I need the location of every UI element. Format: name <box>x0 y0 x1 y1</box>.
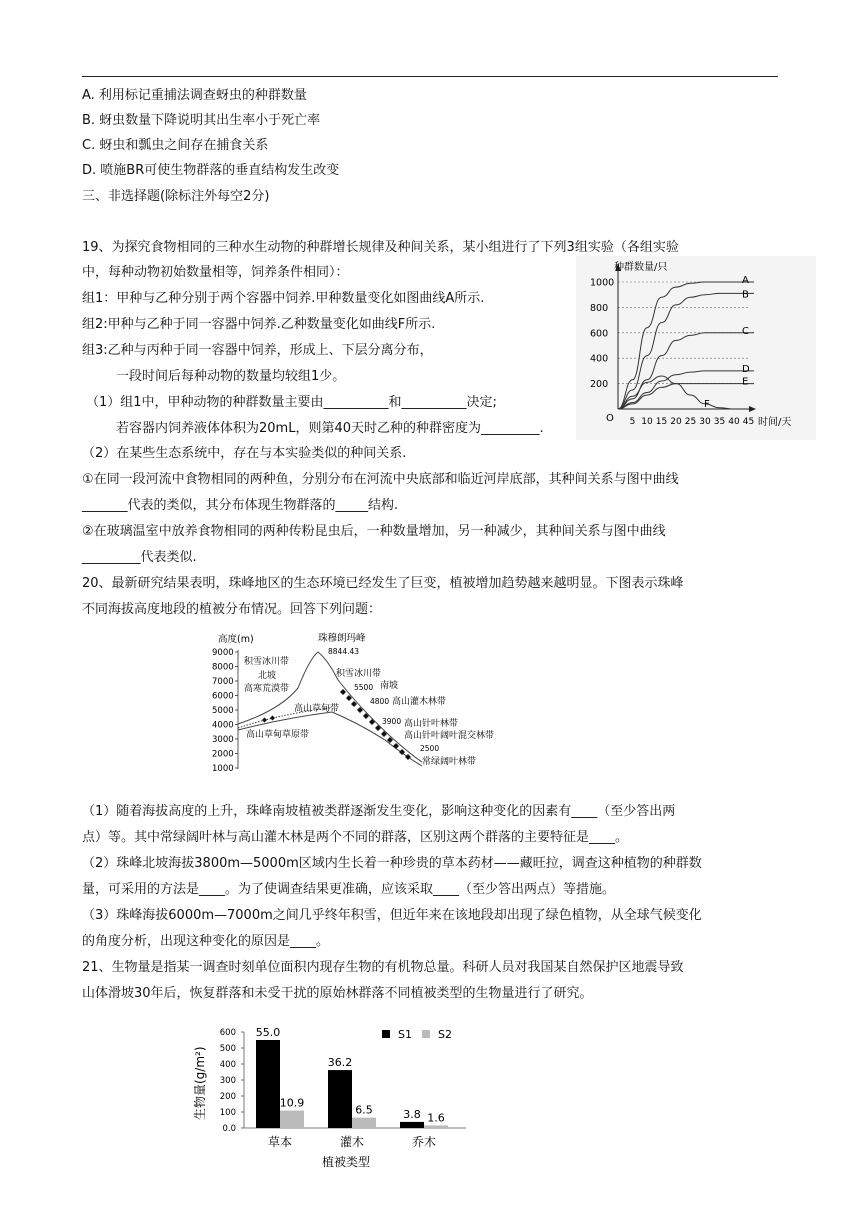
option-c: C. 蚜虫和瓢虫之间存在捕食关系 <box>82 138 269 153</box>
d-south-mixed: 高山针叶阔叶混交林带 <box>404 731 495 741</box>
d-north-snow: 积雪冰川带 <box>244 657 290 667</box>
d-south-broad: 常绿阔叶林带 <box>422 757 477 767</box>
d-ytick-label: 1000 <box>212 764 234 774</box>
c1-curve-label: B <box>742 289 749 301</box>
d-ylabel: 高度(m) <box>218 634 254 645</box>
c2-ytick-label: 200 <box>219 1092 236 1102</box>
c2-category-label: 草本 <box>267 1135 293 1149</box>
population-line-chart <box>576 256 816 440</box>
q20-part-2a: （2）珠峰北坡海拔3800m—5000m区域内生长着一种珍贵的草本药材——藏旺拉，调查这种植物的种群数 <box>82 856 702 871</box>
legend-s2-label: S2 <box>438 1028 452 1041</box>
c1-xlabel: 时间/天 <box>758 417 792 428</box>
q19-group-3: 组3:乙种与丙种于同一容器中饲养，形成上、下层分离分布， <box>82 343 433 358</box>
c1-xtick-label: 35 <box>713 417 726 427</box>
c1-xtick-label: 40 <box>728 417 740 427</box>
c2-ytick-label: 0.0 <box>222 1124 236 1134</box>
q19-group-1: 组1：甲种与乙种分别于两个容器中饲养.甲种数量变化如图曲线A所示. <box>82 291 485 306</box>
q19-part-2a-1: ①在同一段河流中食物相同的两种鱼，分别分布在河流中央底部和临近河岸底部，其种间关系与图中曲线 <box>82 472 679 487</box>
bar-S2-3 <box>424 1125 448 1128</box>
q20-part-1b: 点）等。其中常绿阔叶林与高山灌木林是两个不同的群落，区别这两个群落的主要特征是____。 <box>82 830 629 845</box>
d-ytick-label: 5000 <box>212 706 234 716</box>
c2-ytick-label: 400 <box>219 1060 236 1070</box>
c1-xtick-label: 20 <box>670 417 682 427</box>
d-peak: 珠穆朗玛峰 <box>318 633 366 644</box>
c1-xtick-label: 10 <box>641 417 653 427</box>
bar-value-label: 55.0 <box>255 1026 281 1039</box>
d-ytick-label: 8000 <box>212 662 234 673</box>
q20-stem-2: 不同海拔高度地段的植被分布情况。回答下列问题： <box>82 602 382 617</box>
c1-curve-label: E <box>742 376 749 388</box>
c2-xlabel: 植被类型 <box>322 1155 371 1169</box>
bar-value-label: 36.2 <box>327 1056 353 1070</box>
d-h4800: 4800 <box>370 697 390 706</box>
c2-category-label: 灌木 <box>339 1135 365 1149</box>
c1-ytick-label: 200 <box>590 379 609 391</box>
q20-stem-1: 20、最新研究结果表明，珠峰地区的生态环境已经发生了巨变，植被增加趋势越来越明显。下图表示珠峰 <box>82 576 684 591</box>
d-ytick-label: 2000 <box>212 749 234 760</box>
bar-value-label: 6.5 <box>355 1103 373 1117</box>
bar-value-label: 10.9 <box>279 1096 305 1110</box>
q19-group-3b: 一段时间后每种动物的数量均较组1少。 <box>116 369 346 384</box>
d-north-steppe: 高山草甸草原带 <box>246 730 310 740</box>
everest-vegetation-diagram <box>210 628 530 776</box>
c2-category-label: 乔木 <box>411 1135 437 1149</box>
section-heading: 三、非选择题(除标注外每空2分) <box>82 189 270 204</box>
d-south: 南坡 <box>380 681 399 691</box>
legend-s1-swatch <box>382 1030 390 1038</box>
q19-part-2b-1: ②在玻璃温室中放养食物相同的两种传粉昆虫后，一种数量增加，另一种减少，其种间关系与图中曲线 <box>82 524 666 539</box>
option-d: D. 喷施BR可使生物群落的垂直结构发生改变 <box>82 163 340 178</box>
c1-curve-label: F <box>704 399 710 410</box>
bar-S1-2 <box>328 1070 352 1128</box>
c1-ytick-label: 800 <box>590 302 609 314</box>
c1-xtick-label: 30 <box>699 417 711 427</box>
c1-ytick-label: 400 <box>590 353 609 365</box>
c2-ytick-label: 500 <box>219 1044 236 1054</box>
d-h3900: 3900 <box>382 717 402 726</box>
c1-curve-label: D <box>742 363 750 375</box>
bar-S1-1 <box>256 1040 280 1128</box>
legend-s1-label: S1 <box>398 1028 412 1041</box>
c1-xtick-label: 25 <box>684 417 697 427</box>
q21-stem-1: 21、生物量是指某一调查时刻单位面积内现存生物的有机物总量。科研人员对我国某自然保护区地震导致 <box>82 960 684 975</box>
c2-ytick-label: 300 <box>219 1076 236 1086</box>
d-ytick-label: 6000 <box>212 691 234 702</box>
bar-value-label: 3.8 <box>403 1107 421 1121</box>
c1-ytick-label: 1000 <box>590 277 615 289</box>
q20-part-3a: （3）珠峰海拔6000m—7000m之间几乎终年积雪，但近年来在该地段却出现了绿色植物，从全球气候变化 <box>82 908 702 923</box>
d-peak-height: 8844.43 <box>328 647 360 656</box>
c2-ytick-label: 100 <box>219 1108 236 1118</box>
d-south-conifer: 高山针叶林带 <box>404 719 459 729</box>
c2-ylabel: 生物量(g/m²) <box>193 1046 207 1120</box>
biomass-bar-chart <box>186 1018 486 1176</box>
c1-curve-label: C <box>742 325 749 337</box>
d-h2500: 2500 <box>420 744 440 753</box>
d-ytick-label: 7000 <box>212 677 234 687</box>
d-ytick-label: 4000 <box>212 720 234 731</box>
q20-part-3b: 的角度分析，出现这种变化的原因是____。 <box>82 934 330 949</box>
q19-part-2a-2: _______代表的类似，其分布体现生物群落的_____结构. <box>82 498 399 513</box>
option-a: A. 利用标记重捕法调查蚜虫的种群数量 <box>82 88 307 103</box>
c1-xtick-label: 5 <box>629 417 636 427</box>
header-rule <box>82 76 778 77</box>
c1-xtick-label: 15 <box>655 417 668 427</box>
q20-part-2b: 量，可采用的方法是____。为了使调查结果更准确，应该采取____（至少答出两点）等措施。 <box>82 882 616 897</box>
q19-part-2: （2）在某些生态系统中，存在与本实验类似的种间关系. <box>82 446 407 461</box>
d-ytick-label: 9000 <box>212 648 234 658</box>
d-south-shrub: 高山灌木林带 <box>392 697 447 707</box>
bar-S2-1 <box>280 1111 304 1128</box>
q19-part-1a: （1）组1中，甲种动物的种群数量主要由__________和__________决定; <box>86 395 497 410</box>
c2-ytick-label: 600 <box>219 1028 236 1038</box>
q20-part-1a: （1）随着海拔高度的上升，珠峰南坡植被类群逐渐发生变化，影响这种变化的因素有____（至少答出两 <box>82 804 676 819</box>
bar-value-label: 1.6 <box>427 1111 445 1125</box>
option-b: B. 蚜虫数量下降说明其出生率小于死亡率 <box>82 113 321 128</box>
c1-xtick-label: 45 <box>742 417 755 427</box>
q19-stem-1: 19、为探究食物相同的三种水生动物的种群增长规律及种间关系，某小组进行了下列3组实验（各组实验 <box>82 240 679 255</box>
q19-part-1b: 若容器内饲养液体体积为20mL，则第40天时乙种的种群密度为_________. <box>116 421 544 436</box>
c1-curve-label: A <box>742 275 749 286</box>
d-south-snow: 积雪冰川带 <box>336 669 382 679</box>
q21-stem-2: 山体滑坡30年后，恢复群落和未受干扰的原始林群落不同植被类型的生物量进行了研究。 <box>82 986 593 1001</box>
bar-S1-3 <box>400 1122 424 1128</box>
bar-S2-2 <box>352 1118 376 1128</box>
d-north-desert: 高寒荒漠带 <box>244 684 290 694</box>
legend-s2-swatch <box>422 1030 430 1038</box>
d-h5500: 5500 <box>354 683 374 692</box>
c1-ytick-label: 600 <box>590 328 609 340</box>
d-north: 北坡 <box>258 671 277 681</box>
d-north-meadow: 高山草甸带 <box>294 704 340 714</box>
c1-origin: O <box>606 413 614 424</box>
q19-stem-2: 中，每种动物初始数量相等，饲养条件相同）： <box>82 265 349 280</box>
q19-part-2b-2: _________代表类似. <box>82 550 197 565</box>
q19-group-2: 组2:甲种与乙种于同一容器中饲养.乙种数量变化如曲线F所示. <box>82 317 436 332</box>
c1-ylabel: 种群数量/只 <box>614 262 668 273</box>
d-ytick-label: 3000 <box>212 735 234 745</box>
